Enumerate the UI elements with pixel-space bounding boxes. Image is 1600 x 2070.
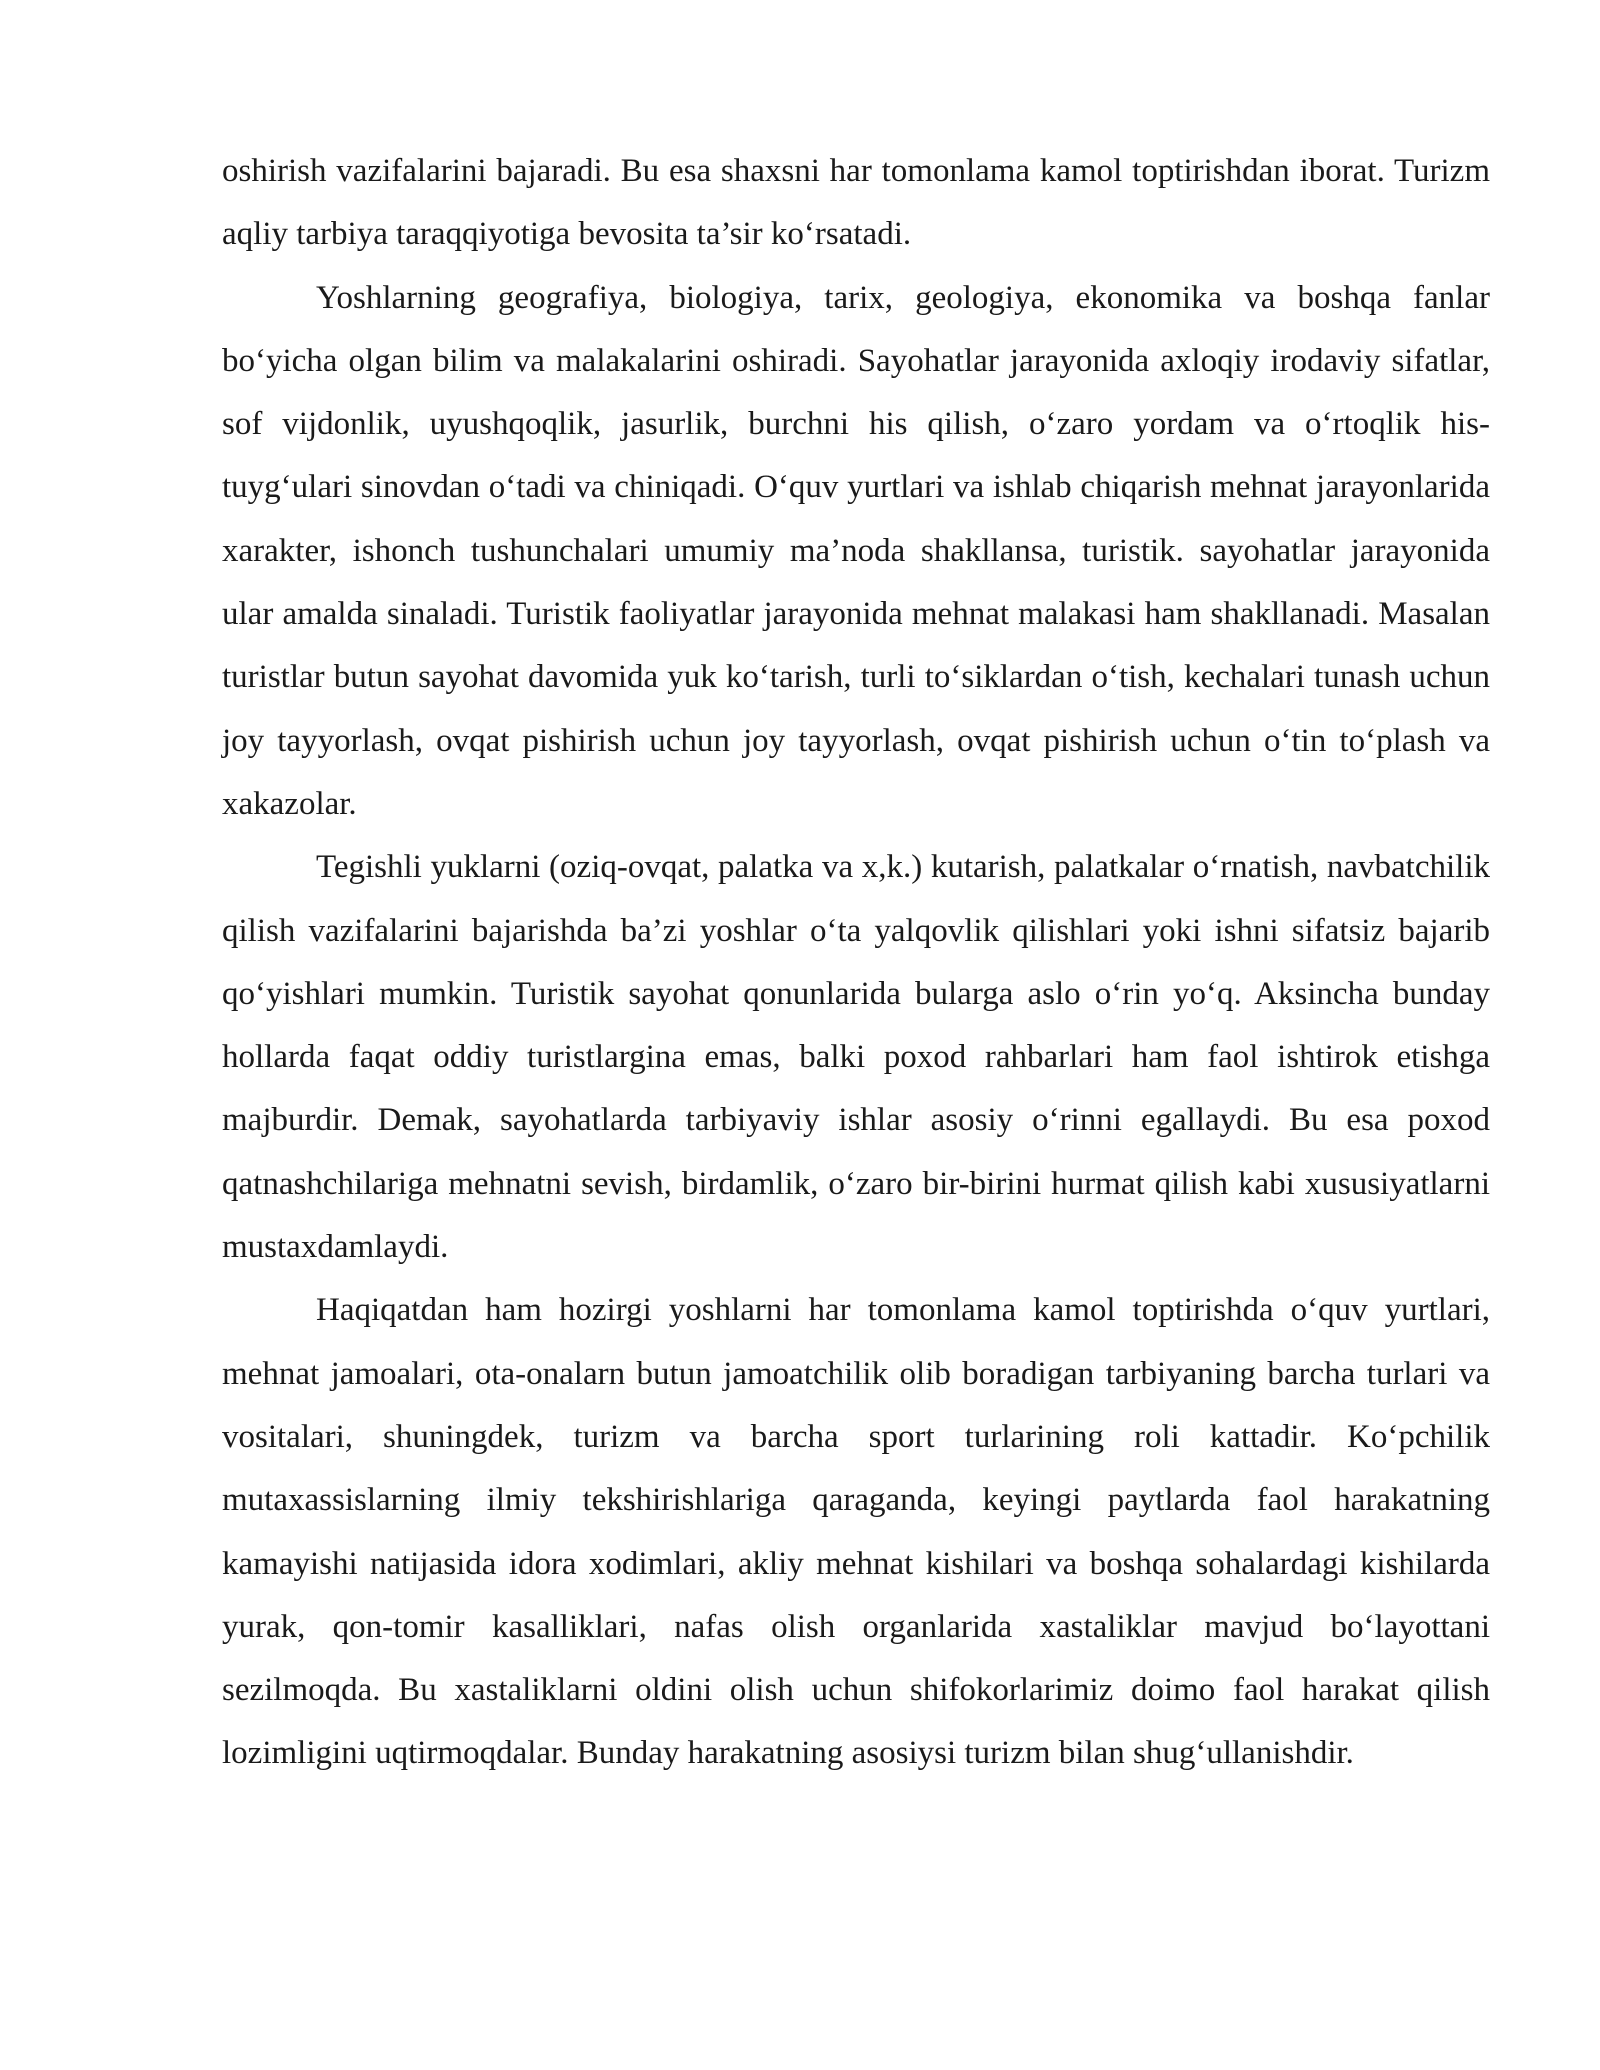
paragraph-camping-duties: Tegishli yuklarni (oziq-ovqat, palatka va x,k.) kutarish, palatkalar o‘rnatish, navbatchilik qilish vazifalarini bajarishda ba’zi yoshlar o‘ta yalqovlik qilishlari yoki ishni sifatsiz bajarib qo‘yishlari mumkin. Turistik sayohat qonunlarida bularga aslo o‘rin yo‘q. Aksincha bunday hollarda faqat oddiy turistlargina emas, balki poxod rahbarlari ham faol ishtirok etishga majburdir. Demak, sayohatlarda tarbiyaviy ishlar asosiy o‘rinni egallaydi. Bu esa poxod qatnashchilariga mehnatni sevish, birdamlik, o‘zaro bir-birini hurmat qilish kabi xususiyatlarni mustaxdamlaydi. bbox=[222, 849, 1490, 1266]
paragraph-youth-knowledge: Yoshlarning geografiya, biologiya, tarix, geologiya, ekonomika va boshqa fanlar bo‘yicha olgan bilim va malakalarini oshiradi. Sayohatlar jarayonida axloqiy irodaviy sifatlar, sof vijdonlik, uyushqoqlik, jasurlik, burchni his qilish, o‘zaro yordam va o‘rtoqlik his-tuyg‘ulari sinovdan o‘tadi va chiniqadi. O‘quv yurtlari va ishlab chiqarish mehnat jarayonlarida xarakter, ishonch tushunchalari umumiy ma’noda shakllansa, turistik. sayohatlar jarayonida ular amalda sinaladi. Turistik faoliyatlar jarayonida mehnat malakasi ham shakllanadi. Masalan turistlar butun sayohat davomida yuk ko‘tarish, turli to‘siklardan o‘tish, kechalari tunash uchun joy tayyorlash, ovqat pishirish uchun joy tayyorlash, ovqat pishirish uchun o‘tin to‘plash va xakazolar. bbox=[222, 279, 1490, 822]
document-body bbox=[222, 140, 1490, 1786]
paragraph-health-benefits: Haqiqatdan ham hozirgi yoshlarni har tomonlama kamol toptirishda o‘quv yurtlari, mehnat jamoalari, ota-onalarn butun jamoatchilik olib boradigan tarbiyaning barcha turlari va vositalari, shuningdek, turizm va barcha sport turlarining roli kattadir. Ko‘pchilik mutaxassislarning ilmiy tekshirishlariga qaraganda, keyingi paytlarda faol harakatning kamayishi natijasida idora xodimlari, akliy mehnat kishilari va boshqa sohalardagi kishilarda yurak, qon-tomir kasalliklari, nafas olish organlarida xastaliklar mavjud bo‘layottani sezilmoqda. Bu xastaliklarni oldini olish uchun shifokorlarimiz doimo faol harakat qilish lozimligini uqtirmoqdalar. Bunday harakatning asosiysi turizm bilan shug‘ullanishdir. bbox=[222, 1292, 1490, 1772]
paragraph-continuation: oshirish vazifalarini bajaradi. Bu esa shaxsni har tomonlama kamol toptirishdan iborat. Turizm aqliy tarbiya taraqqiyotiga bevosita ta’sir ko‘rsatadi. bbox=[222, 153, 1490, 253]
